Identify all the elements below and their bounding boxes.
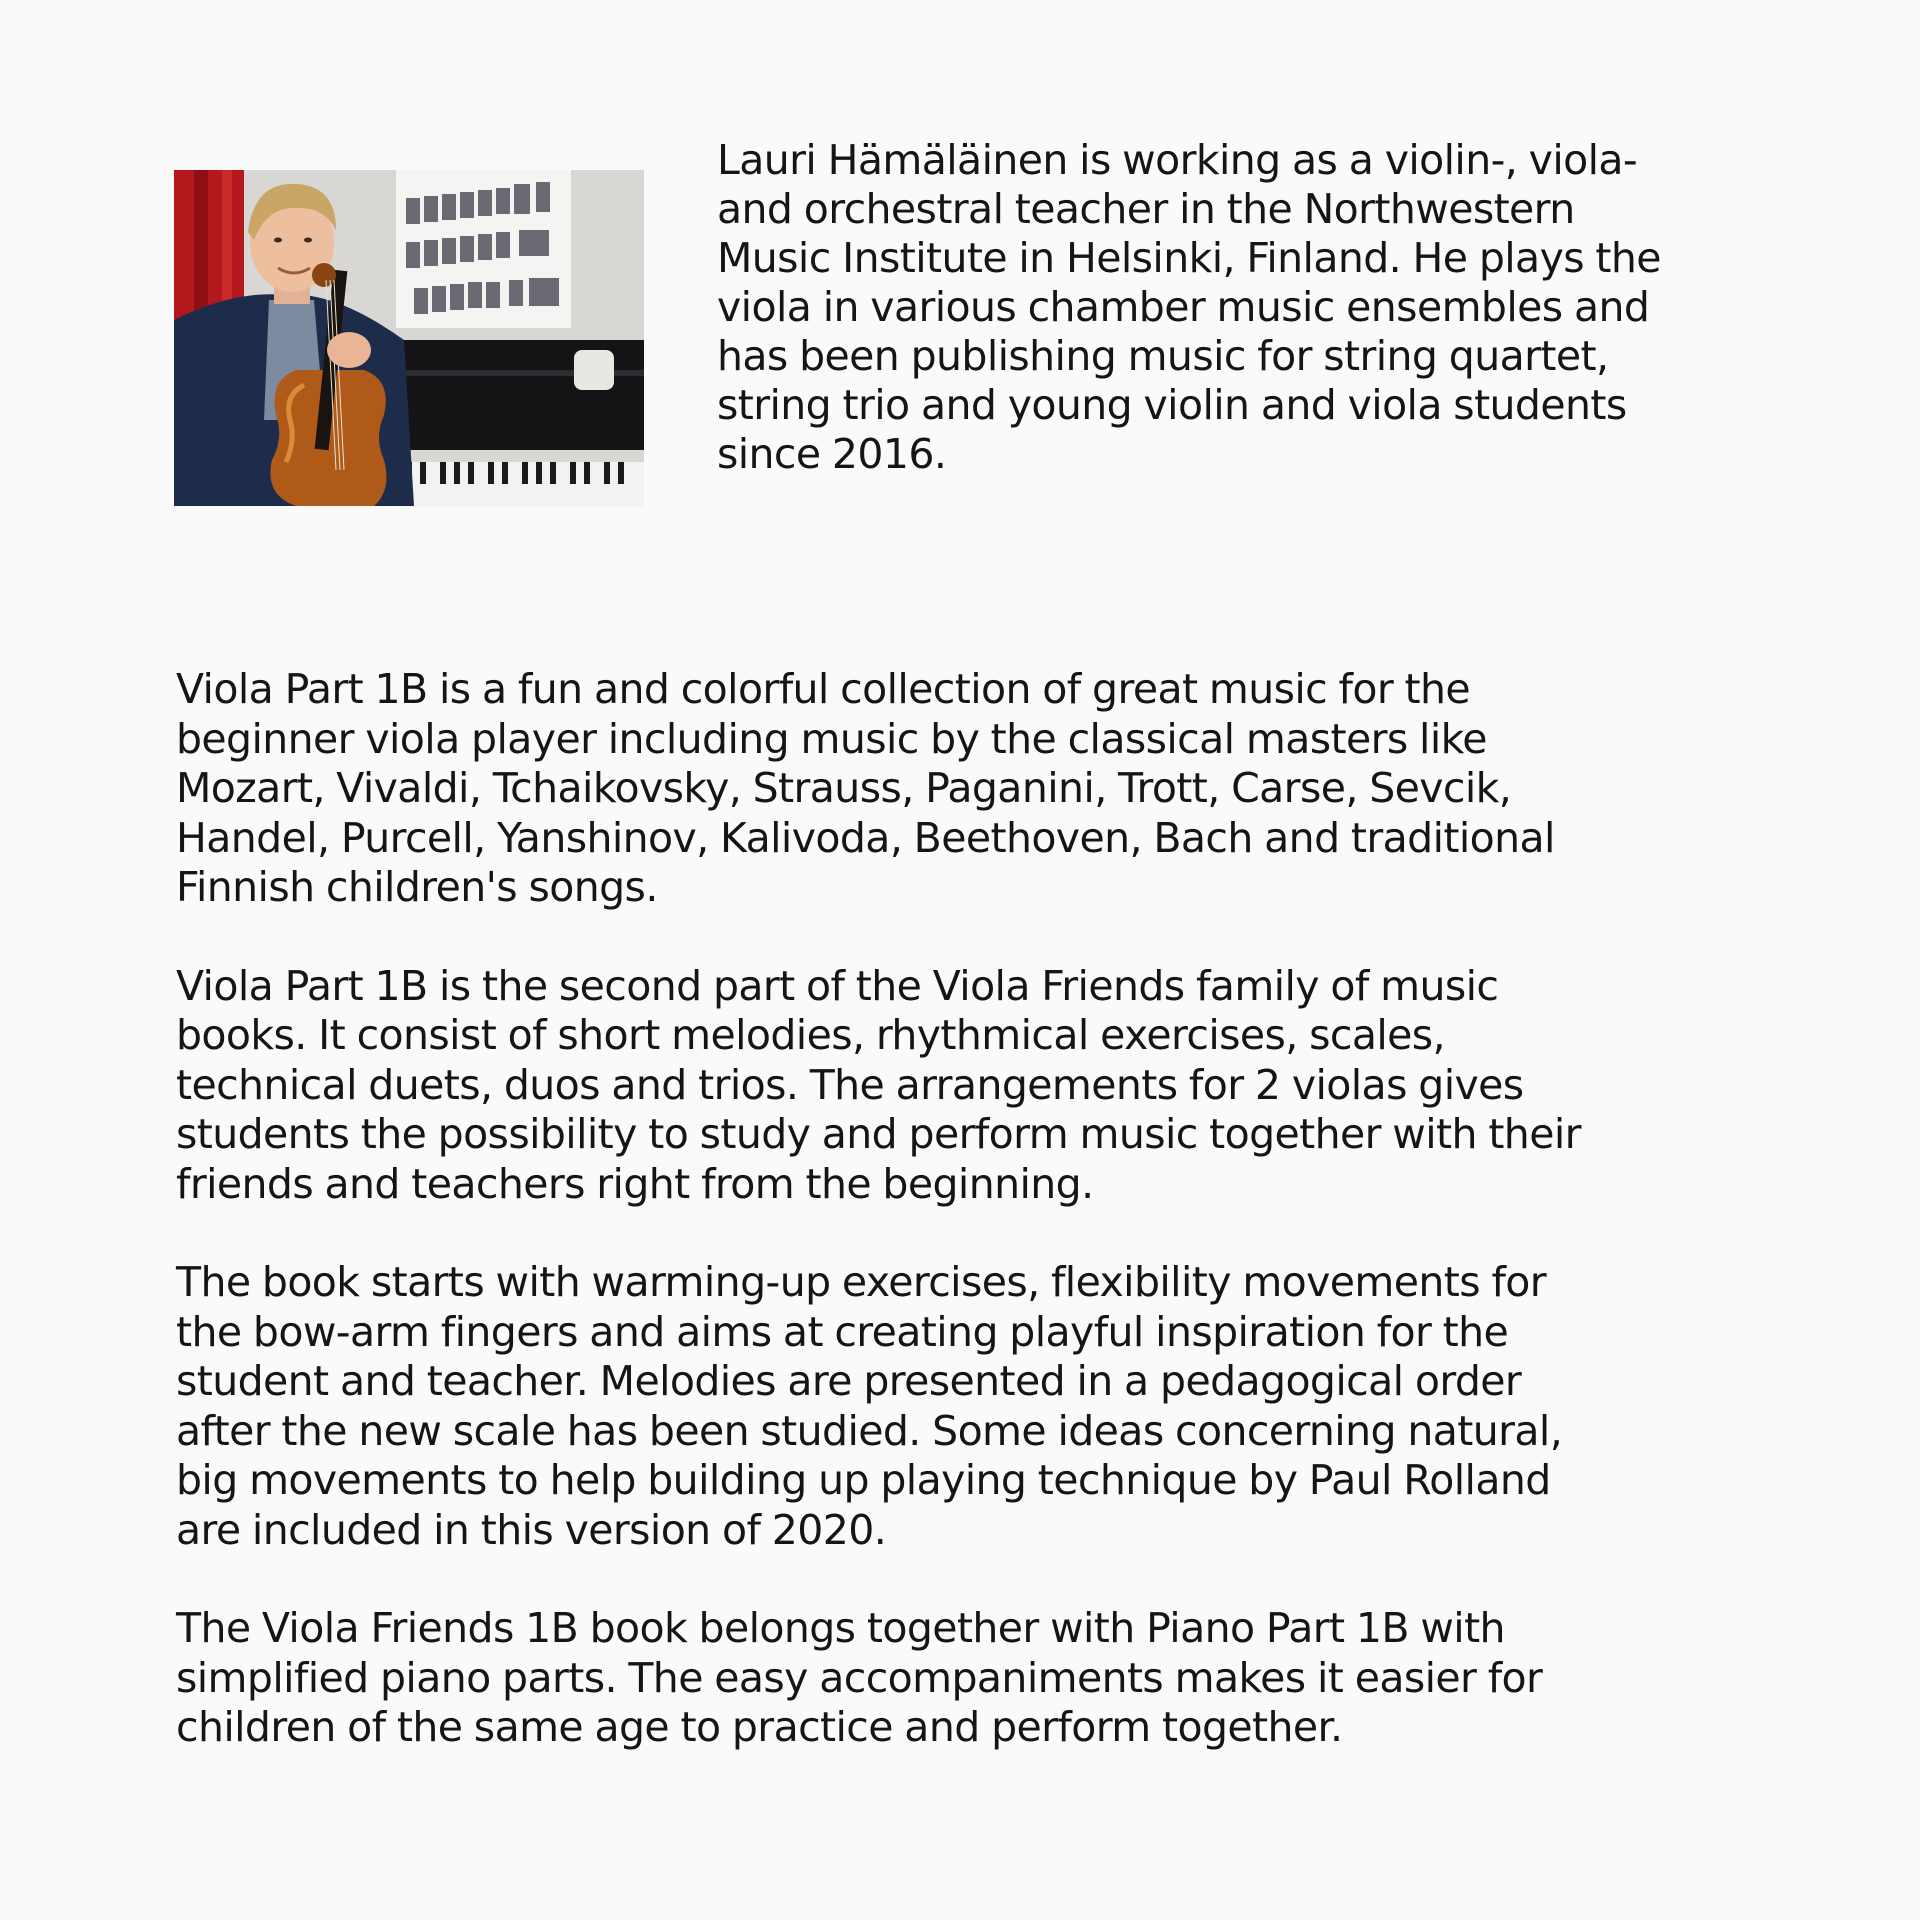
author-photo <box>174 170 644 506</box>
description-paragraph: The book starts with warming-up exercises, flexibility movements for the bow-arm fingers and aims at creating playful inspiration for the student and teacher. Melodies are presented in a pedagogical order after the new scale has been studied. Some ideas concerning natural, big movements to help building up playing technique by Paul Rolland are included in this version of 2020. <box>176 1258 1563 1554</box>
book-description <box>176 665 1786 1802</box>
description-paragraph: Viola Part 1B is a fun and colorful collection of great music for the beginner viola player including music by the classical masters like Mozart, Vivaldi, Tchaikovsky, Strauss, Paganini, Trott, Carse, Sevcik, Handel, Purcell, Yanshinov, Kalivoda, Beethoven, Bach and traditional Finnish children's songs. <box>176 665 1555 911</box>
description-paragraph: Viola Part 1B is the second part of the Viola Friends family of music books. It consist of short melodies, rhythmical exercises, scales, technical duets, duos and trios. The arrangements for 2 violas gives students the possibility to study and perform music together with their friends and teachers right from the beginning. <box>176 961 1581 1208</box>
author-bio: Lauri Hämäläinen is working as a violin-, viola- and orchestral teacher in the Northwestern Music Institute in Helsinki, Finland. He plays the viola in various chamber music ensembles and has been publishing music for string quartet, string trio and young violin and viola students since 2016. <box>717 136 1661 478</box>
description-paragraph: The Viola Friends 1B book belongs together with Piano Part 1B with simplified piano parts. The easy accompaniments makes it easier for children of the same age to practice and perform together. <box>176 1604 1543 1751</box>
